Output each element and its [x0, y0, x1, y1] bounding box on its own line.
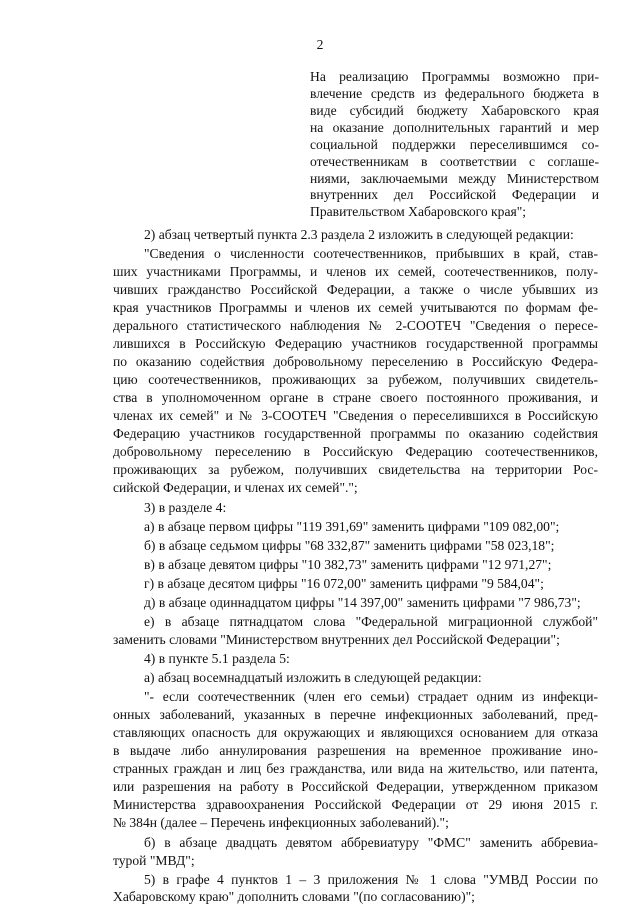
- block-line: социальной поддержки переселившимся со-: [310, 137, 599, 152]
- quote-line: в выдаче либо аннулирования разрешения на временное проживание ино-: [113, 743, 598, 758]
- block-line: виде субсидий бюджету Хабаровского края: [310, 103, 599, 118]
- quote-line: цию соотечественников, проживающих за рубежом, получивших свидетель-: [113, 372, 598, 387]
- quote-line: онных заболеваний, указанных в перечне инфекционных заболеваний, пред-: [113, 707, 598, 722]
- quote-line: или разрешения на работу в Российской Федерации, утвержденном приказом: [113, 779, 598, 794]
- item-4: 4) в пункте 5.1 раздела 5:: [144, 651, 290, 666]
- quote-line: проживающих за рубежом, получивших свидетельства на территории Рос-: [113, 462, 598, 477]
- item-5: 5) в графе 4 пунктов 1 – 3 приложения № 1 слова "УМВД России по: [144, 872, 598, 887]
- block-line: отечественникам в соответствии с соглаше-: [310, 154, 599, 169]
- quote-line: края участников Программы и членов их семей учитываются по формам фе-: [113, 300, 598, 315]
- item-2: 2) абзац четвертый пункта 2.3 раздела 2 изложить в следующей редакции:: [144, 227, 574, 242]
- quote-line: "- если соотечественник (член его семьи) страдает одним из инфекци-: [144, 689, 598, 704]
- quote-line: Федерацию участников государственной программы по оказанию содействия: [113, 426, 598, 441]
- item-3: 3) в разделе 4:: [144, 500, 227, 515]
- sub-item: е) в абзаце пятнадцатом слова "Федеральной миграционной службой": [144, 614, 598, 629]
- quote-line: членах их семей" и № 3-СООТЕЧ "Сведения о переселившихся в Российскую: [113, 408, 598, 423]
- sub-item: г) в абзаце десятом цифры "16 072,00" заменить цифрами "9 584,04";: [144, 576, 544, 591]
- quote-line: по оказанию содействия добровольному переселению в Российскую Федера-: [113, 354, 598, 369]
- sub-item: заменить словами "Министерством внутренних дел Российской Федерации";: [113, 632, 560, 647]
- quote-line: странных граждан и лиц без гражданства, или вида на жительство, или патента,: [113, 761, 598, 776]
- sub-item: а) абзац восемнадцатый изложить в следующей редакции:: [144, 670, 482, 685]
- quote-line: Министерства здравоохранения Российской Федерации от 29 июня 2015 г.: [113, 797, 598, 812]
- sub-item: б) в абзаце двадцать девятом аббревиатуру "ФМС" заменить аббревиа-: [144, 835, 598, 850]
- quote-line: чивших гражданство Российской Федерации, а также о числе убывших из: [113, 282, 598, 297]
- block-line: внутренних дел Российской Федерации и: [310, 187, 599, 202]
- block-line: ниями, заключаемыми между Министерством: [310, 171, 599, 186]
- quote-line: ших участниками Программы, и членов их семей, соотечественников, полу-: [113, 264, 598, 279]
- quote-line: добровольному переселению в Российскую Федерацию соотечественников,: [113, 444, 598, 459]
- quote-line: № 384н (далее – Перечень инфекционных заболеваний).";: [113, 815, 449, 830]
- quote-line: ставляющих опасность для окружающих и являющихся основанием для отказа: [113, 725, 598, 740]
- block-line: Правительством Хабаровского края";: [310, 204, 527, 219]
- sub-item: турой "МВД";: [113, 853, 195, 868]
- quote-line: ства в уполномоченном органе в стране своего постоянного проживания, и: [113, 390, 598, 405]
- block-line: на оказание дополнительных гарантий и мер: [310, 120, 599, 135]
- block-line: влечение средств из федерального бюджета в: [310, 86, 599, 101]
- block-line: На реализацию Программы возможно при-: [310, 69, 599, 84]
- quote-line: дерального статистического наблюдения № 2-СООТЕЧ "Сведения о пересе-: [113, 318, 598, 333]
- quote-line: сийской Федерации, и членах их семей".";: [113, 480, 358, 495]
- sub-item: в) в абзаце девятом цифры "10 382,73" заменить цифрами "12 971,27";: [144, 557, 552, 572]
- page-number: 2: [316, 37, 324, 52]
- item-5: Хабаровскому краю" дополнить словами "(по согласованию)";: [113, 889, 475, 904]
- sub-item: д) в абзаце одиннадцатом цифры "14 397,00" заменить цифрами "7 986,73";: [144, 595, 581, 610]
- quote-line: лившихся в Российскую Федерацию участников государственной программы: [113, 336, 598, 351]
- quote-line: "Сведения о численности соотечественников, прибывших в край, став-: [144, 246, 598, 261]
- sub-item: а) в абзаце первом цифры "119 391,69" заменить цифрами "109 082,00";: [144, 519, 560, 534]
- sub-item: б) в абзаце седьмом цифры "68 332,87" заменить цифрами "58 023,18";: [144, 538, 555, 553]
